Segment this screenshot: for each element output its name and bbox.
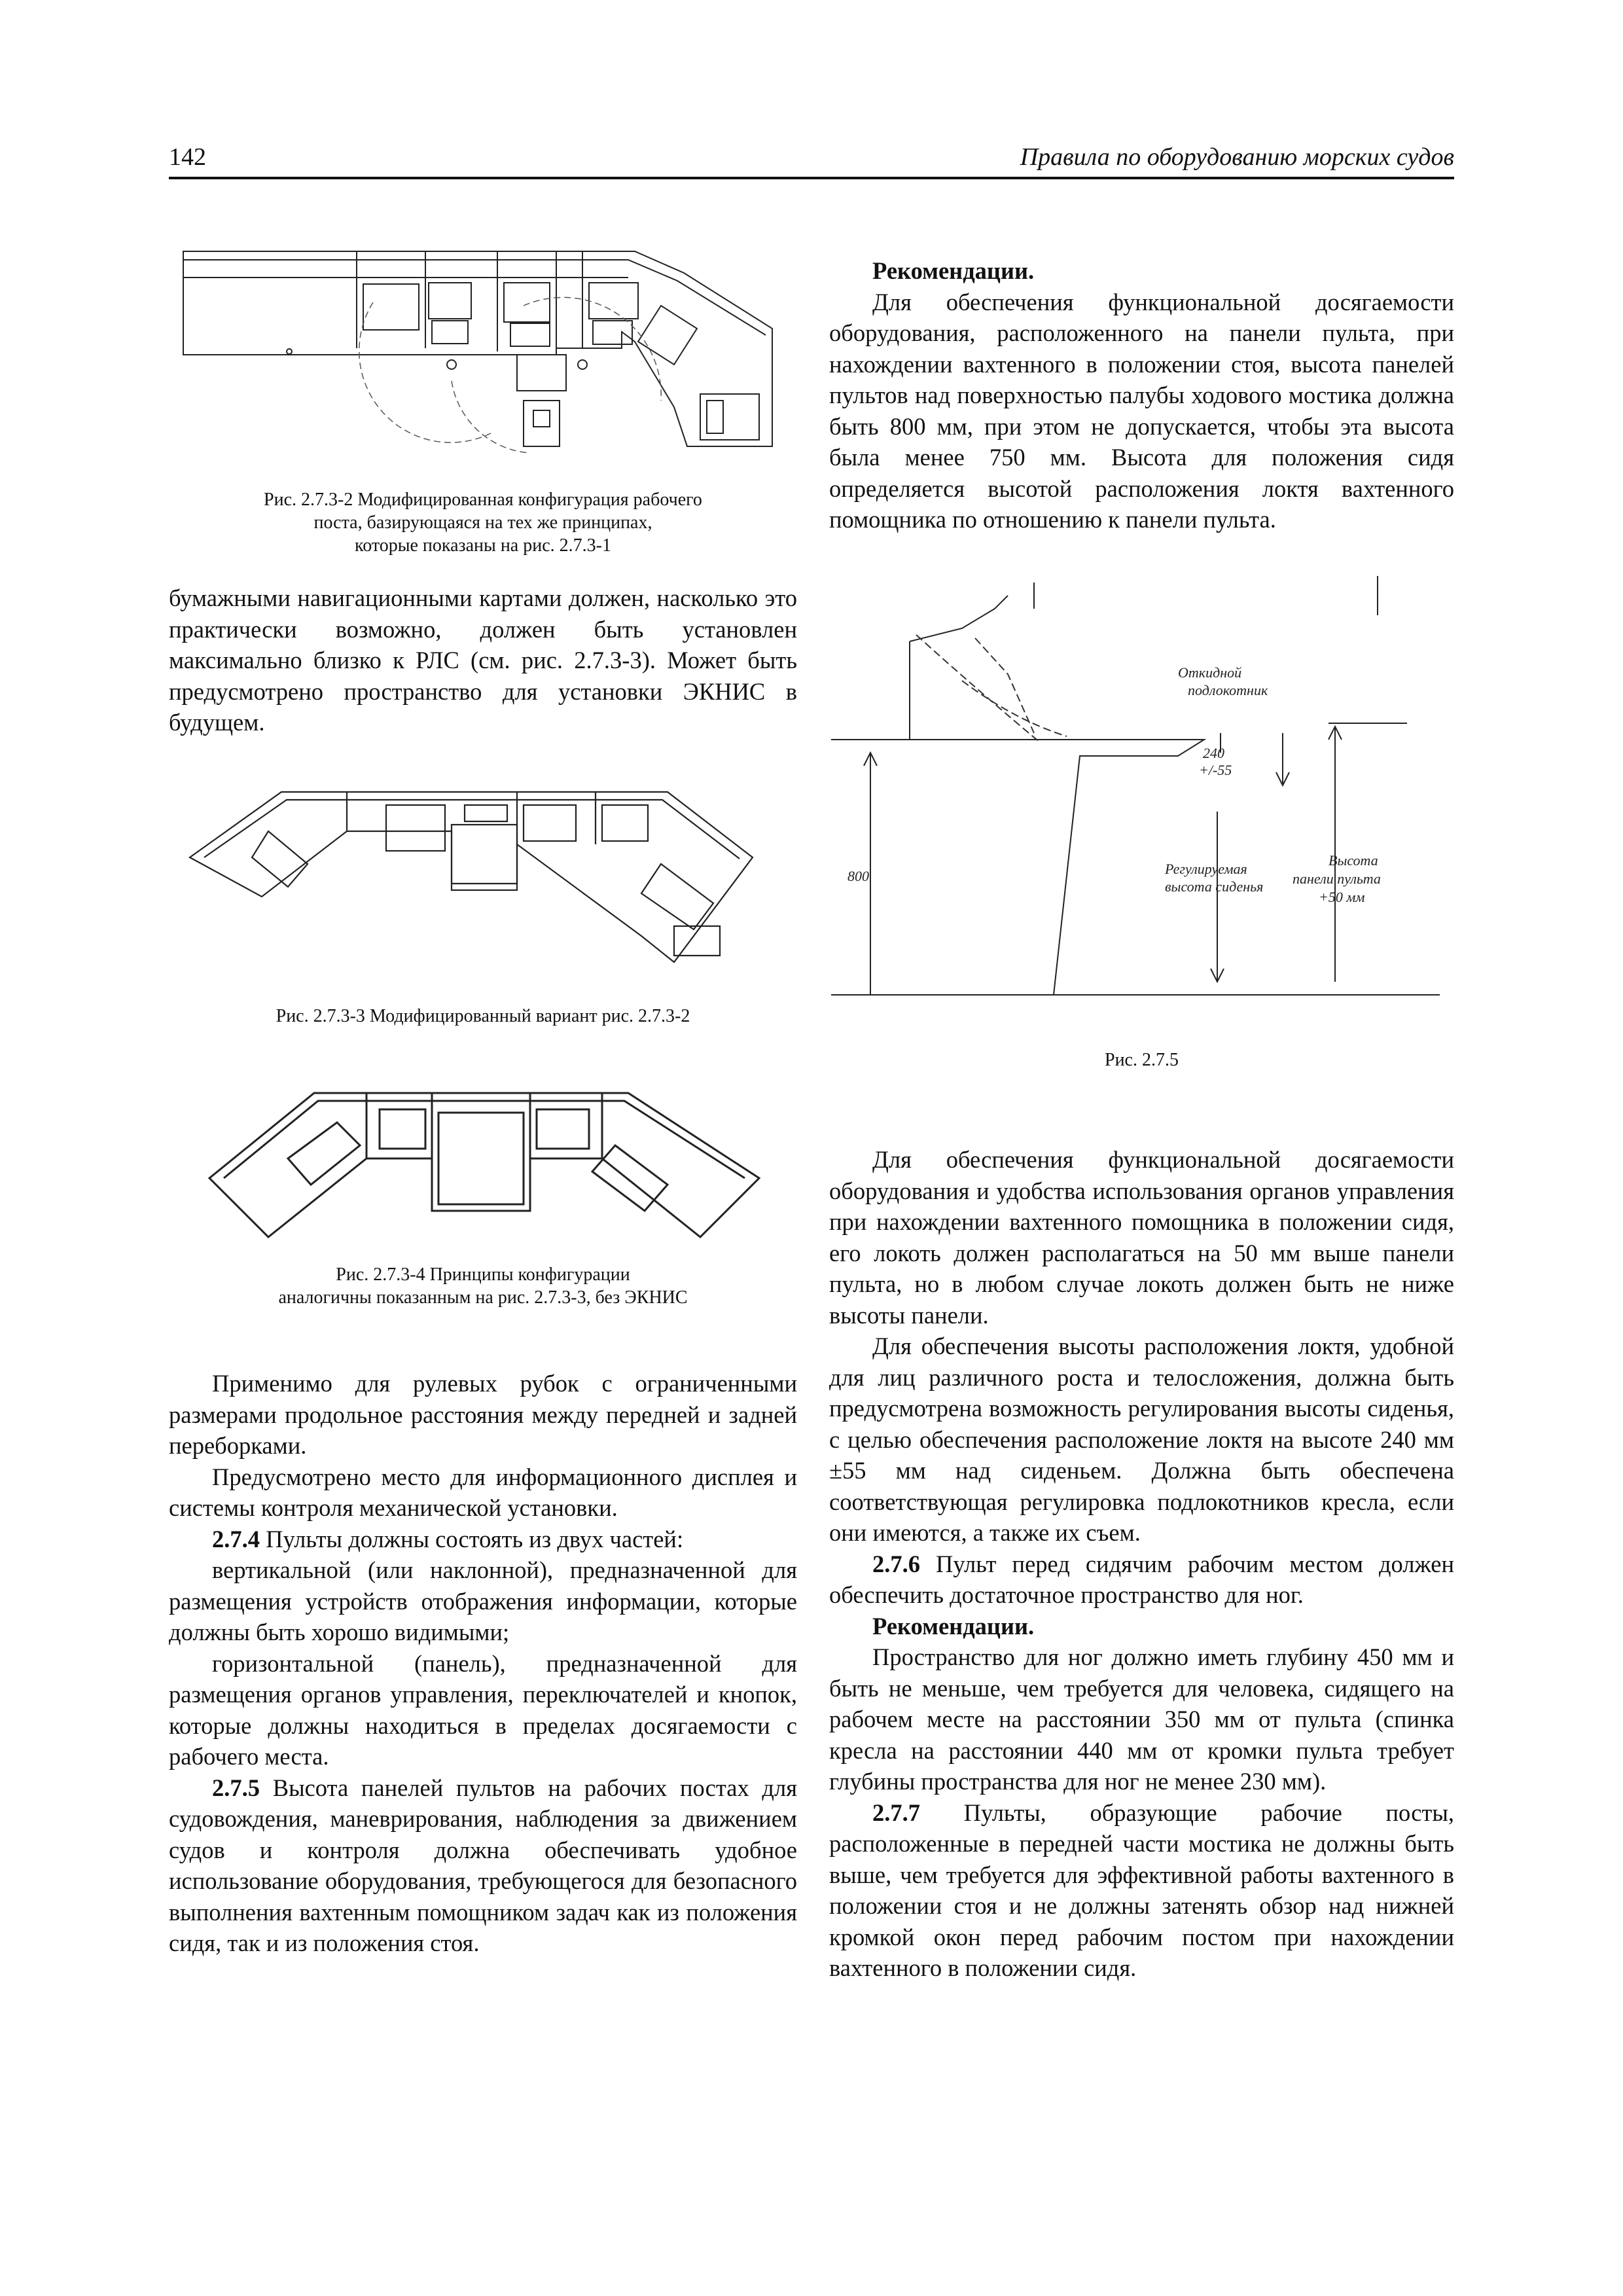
- running-title: Правила по оборудованию морских судов: [1020, 143, 1454, 171]
- paragraph: Для обеспечения высоты расположения локтя, удобной для лиц различного роста и телосложения, должна быть предусмотрена возможность регулирования высоты сиденья, с целью обеспечения расположение локтя на высоте 240 мм ±55 мм над сиденьем. Должна быть обеспечена соответствующая регулировка подлокотников кресла, если они имеются, а также их съем.: [829, 1333, 1454, 1546]
- paragraph: [169, 1772, 797, 1959]
- section-heading: Рекомендации.: [872, 1612, 1035, 1640]
- paragraph: Для обеспечения функциональной досягаемости оборудования, расположенного на панели пульта, при нахождении вахтенного в положении стоя, высота панелей пультов над поверхностью палубы ходового мостика должна быть 800 мм, при этом не допускается, чтобы эта высота была менее 750 мм. Высота для положения сидя определяется высотой расположения локтя вахтенного помощника по отношению к панели пульта.: [829, 288, 1454, 533]
- left-column-bottom: [169, 1368, 797, 1959]
- label-panel-line3: +50 мм: [1319, 889, 1365, 905]
- caption-line: поста, базирующаяся на тех же принципах,: [313, 512, 652, 533]
- paragraph: Предусмотрено место для информационного дисплея и системы контроля механической установки.: [169, 1463, 797, 1521]
- section-number: 2.7.6: [872, 1550, 920, 1577]
- label-seat-line2: высота сиденья: [1165, 878, 1264, 895]
- left-column-top: [169, 583, 797, 738]
- paragraph: вертикальной (или наклонной), предназначенной для размещения устройств отображения информации, которые должны быть хорошо видимыми;: [169, 1556, 797, 1645]
- paragraph: [169, 1524, 797, 1555]
- section-heading: Рекомендации.: [872, 257, 1035, 284]
- caption-line: аналогичны показанным на рис. 2.7.3-3, без ЭКНИС: [278, 1287, 688, 1308]
- header-rule: [169, 177, 1454, 179]
- figure-caption-2-7-3-2: [169, 488, 797, 557]
- section-number: 2.7.4: [212, 1525, 260, 1552]
- figure-2-7-5-drawing: [831, 576, 1440, 1008]
- paragraph-text: Пульт перед сидячим рабочим местом должен обеспечить достаточное пространство для ног.: [829, 1550, 1454, 1608]
- caption-line: Рис. 2.7.3-2 Модифицированная конфигурация рабочего: [264, 490, 702, 510]
- label-height: 800: [847, 868, 869, 884]
- paragraph: Для обеспечения функциональной досягаемости оборудования и удобства использования органов управления при нахождении вахтенного помощника в положении сидя, его локоть должен располагаться на 50 мм выше панели пульта, но в любом случае локоть должен быть не ниже высоты панели.: [829, 1146, 1454, 1329]
- paragraph-text: Пульты, образующие рабочие посты, расположенные в передней части мостика не должны быть выше, чем требуется для эффективной работы вахтенного в положении стоя и не должны затенять обзор над нижней кромкой окон перед рабочим постом при нахождении вахтенного в положении сидя.: [829, 1799, 1454, 1981]
- caption-line: которые показаны на рис. 2.7.3-1: [355, 535, 611, 556]
- section-number: 2.7.7: [872, 1799, 920, 1826]
- figure-2-7-3-4-drawing: [209, 1047, 772, 1244]
- label-offset-line2: +/-55: [1199, 762, 1232, 778]
- section-number: 2.7.5: [212, 1774, 260, 1801]
- figure-caption-2-7-3-3: Рис. 2.7.3-3 Модифицированный вариант рис. 2.7.3-2: [276, 1006, 690, 1026]
- right-column-top: [829, 255, 1454, 535]
- paragraph: [829, 1797, 1454, 1984]
- page-number: 142: [169, 143, 206, 171]
- label-seat-line1: Регулируемая: [1165, 861, 1247, 877]
- paragraph: горизонтальной (панель), предназначенной для размещения органов управления, переключателей и кнопок, которые должны находиться в пределах досягаемости с рабочего места.: [169, 1649, 797, 1770]
- label-armrest-line1: Откидной: [1178, 664, 1242, 681]
- paragraph-text: Высота панелей пультов на рабочих постах для судовождения, маневрирования, наблюдения за движением судов и контроля должна обеспечивать удобное использование оборудования, требующегося для безопасного выполнения вахтенным помощником задач как из положения сидя, так и из положения стоя.: [169, 1774, 797, 1956]
- label-panel-line1: Высота: [1329, 852, 1378, 869]
- paragraph-text: Пульты должны состоять из двух частей:: [260, 1525, 684, 1552]
- label-offset-line1: 240: [1203, 745, 1224, 761]
- label-panel-line2: панели пульта: [1293, 870, 1381, 887]
- figure-caption-2-7-3-4: [169, 1263, 797, 1309]
- right-column-bottom: [829, 1144, 1454, 1984]
- paragraph: бумажными навигационными картами должен, насколько это практически возможно, должен быть установлен максимально близко к РЛС (см. рис. 2.7.3-3). Может быть предусмотрено пространство для установки ЭКНИС в будущем.: [169, 584, 797, 736]
- paragraph: Пространство для ног должно иметь глубину 450 мм и быть не меньше, чем требуется для человека, сидящего на рабочем месте на расстоянии 350 мм от пульта (спинка кресла на расстоянии 440 мм от кромки пульта требует глубины пространства для ног не менее 230 мм).: [829, 1643, 1454, 1795]
- figure-2-7-3-2-drawing: [177, 243, 805, 459]
- paragraph: Применимо для рулевых рубок с ограниченными размерами продольное расстояния между передней и задней переборками.: [169, 1370, 797, 1459]
- figure-caption-2-7-5: Рис. 2.7.5: [1105, 1050, 1179, 1070]
- paragraph: [829, 1549, 1454, 1611]
- label-armrest-line2: подлокотник: [1188, 682, 1268, 698]
- caption-line: Рис. 2.7.3-4 Принципы конфигурации: [336, 1265, 630, 1285]
- figure-2-7-3-3-drawing: [190, 766, 779, 962]
